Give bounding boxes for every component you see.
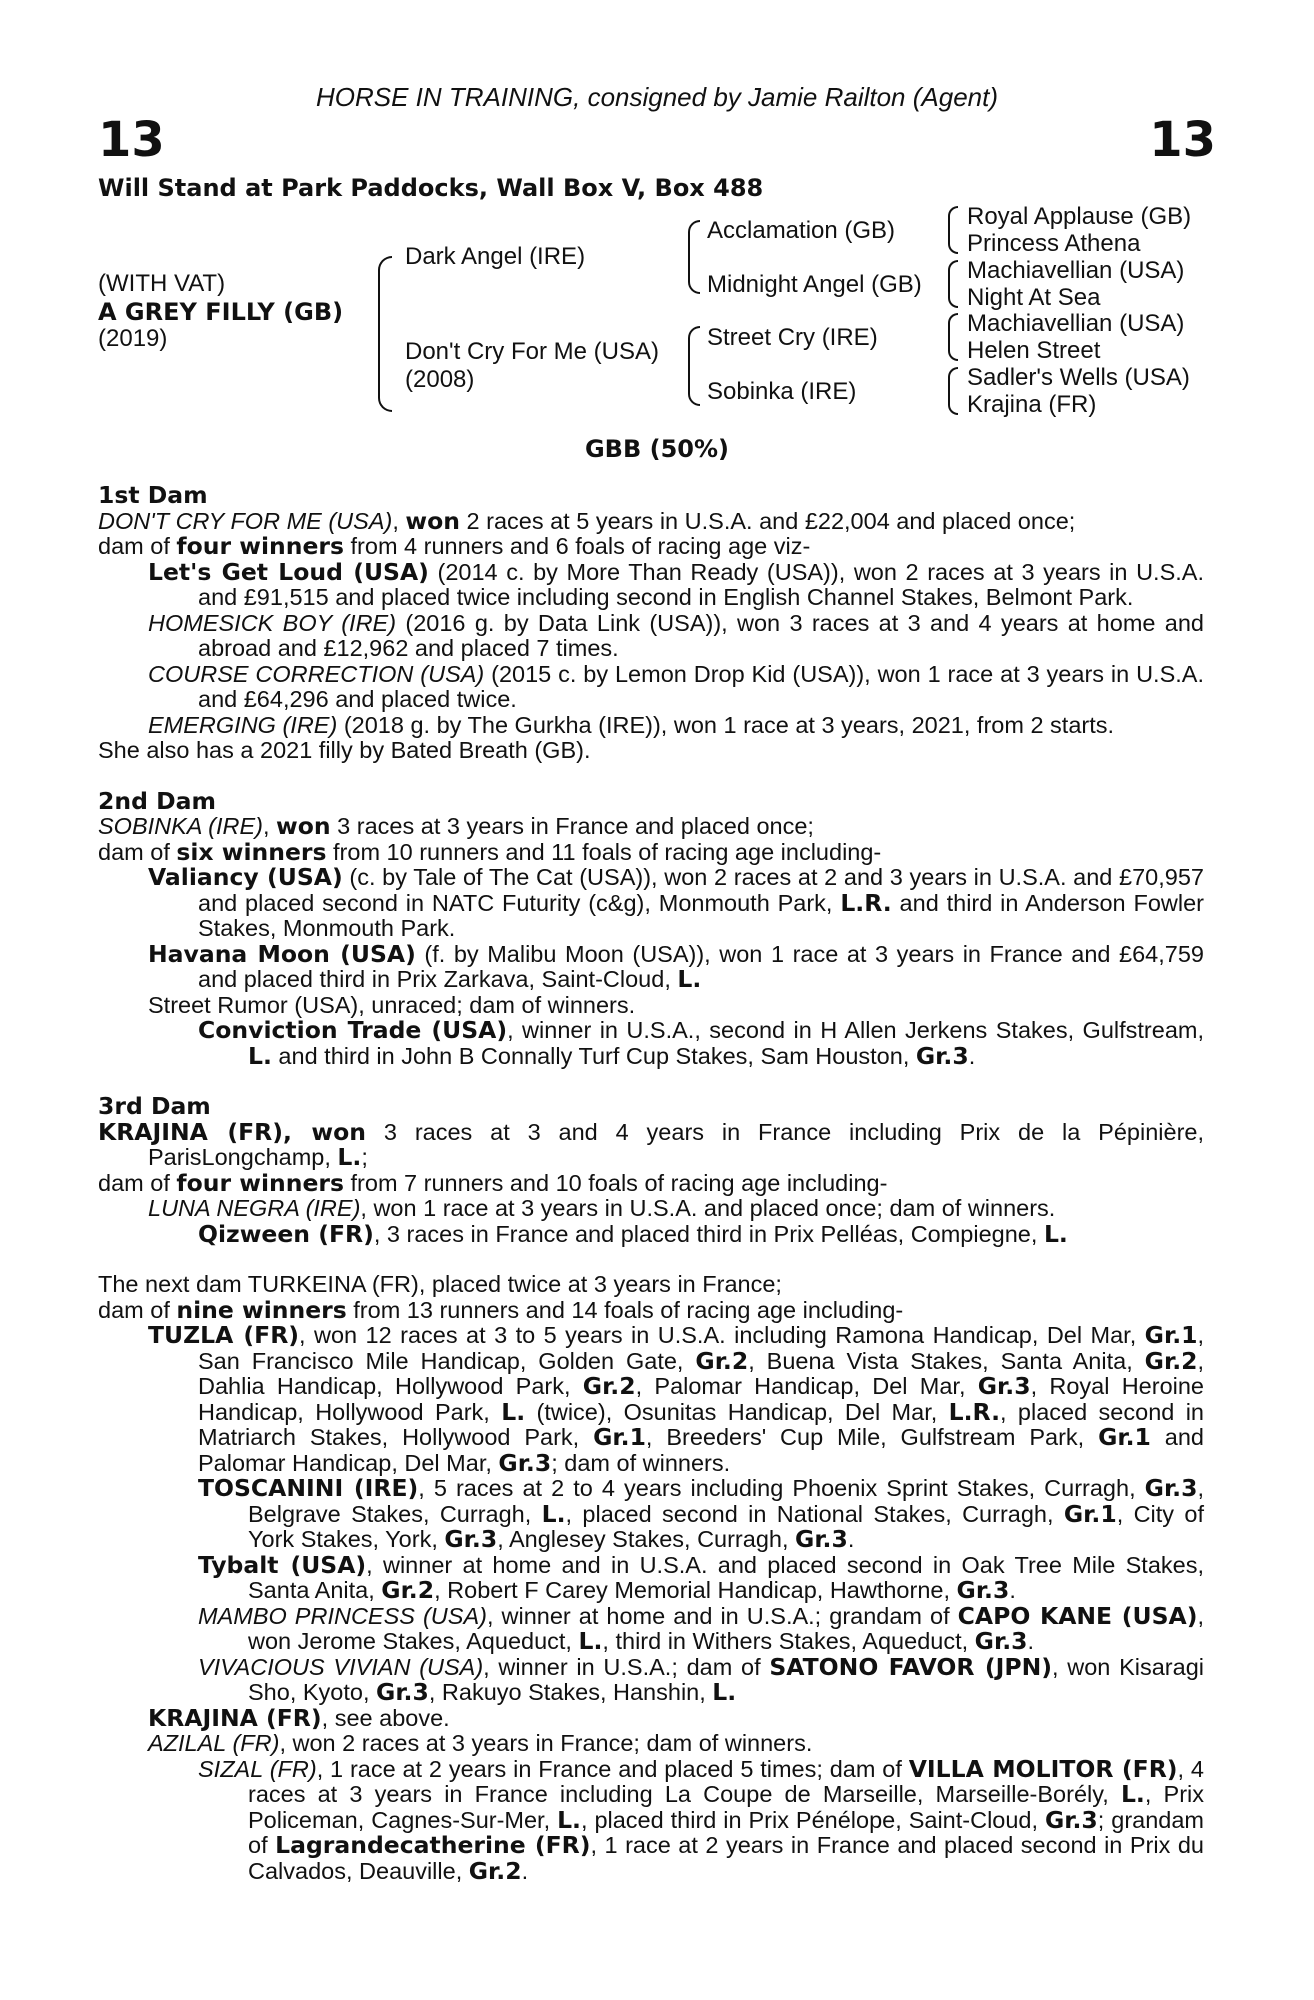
dd-dam: Krajina (FR) <box>967 391 1097 418</box>
second-dam-title: 2nd Dam <box>98 786 216 815</box>
winners-count: four winners <box>176 1168 344 1197</box>
first-dam-record-text: 2 races at 5 years in U.S.A. and £22,004 and placed once; <box>459 507 1076 534</box>
progeny-entry: KRAJINA (FR), see above. <box>148 1703 450 1732</box>
won-label: won <box>405 506 460 535</box>
progeny-name: HOMESICK BOY (IRE) <box>148 609 397 636</box>
lot-number-left: 13 <box>98 112 165 168</box>
third-dam-name: KRAJINA (FR), won <box>98 1117 367 1146</box>
brace-g3-2 <box>948 260 958 308</box>
progeny-text: (2015 c. by Lemon Drop Kid (USA)), won 1 race at 3 years in U.S.A. and £64,296 and placed twice. <box>198 660 1204 712</box>
produce-summary: from 4 runners and 6 foals of racing age viz- <box>344 533 811 559</box>
ss-sire: Royal Applause (GB) <box>967 203 1192 230</box>
progeny-entry <box>98 662 1204 713</box>
progeny-name: AZILAL (FR) <box>148 1730 280 1756</box>
progeny-name: VIVACIOUS VIVIAN (USA) <box>198 1653 484 1680</box>
grand-progeny-entry: TOSCANINI (IRE), 5 races at 2 to 4 years including Phoenix Sprint Stakes, Curragh, Gr.3, Belgrave Stakes, Curragh, L., placed second in National Stakes, Curragh, Gr.1, City of York Stakes, York, Gr.3, Anglesey Stakes, Curragh, Gr.3. <box>198 1474 1204 1553</box>
progeny-text: (2016 g. by Data Link (USA)), won 3 races at 3 and 4 years at home and abroad and £12,962 and placed 7 times. <box>198 609 1205 661</box>
winners-count: nine winners <box>176 1295 347 1324</box>
brace-gen1 <box>378 256 392 412</box>
dam-dam: Sobinka (IRE) <box>707 378 857 405</box>
third-dam-record: KRAJINA (FR), won 3 races at 3 and 4 years in France including Prix de la Pépinière, ParisLongchamp, L.; <box>98 1117 1204 1171</box>
progeny-entry: Valiancy (USA) (c. by Tale of The Cat (USA)), won 2 races at 2 and 3 years in U.S.A. and £70,957 and placed second in NATC Futurity (c&g), Monmouth Park, L.R. and third in Anderson Fowler Stakes, Monmouth Park. <box>148 863 1204 941</box>
brace-dam <box>688 326 700 406</box>
progeny-entry: Street Rumor (USA), unraced; dam of winners. <box>148 991 636 1018</box>
second-dam-record: SOBINKA (IRE), won 3 races at 3 years in France and placed once; <box>98 812 814 840</box>
progeny-name: SIZAL (FR) <box>198 1755 317 1782</box>
progeny-entry: Havana Moon (USA) (f. by Malibu Moon (USA)), won 1 race at 3 years in France and £64,759 and placed third in Prix Zarkava, Saint-Cloud, L. <box>148 939 1204 993</box>
dam-of-label: dam of <box>98 838 177 865</box>
progeny-name: Let's Get Loud (USA) <box>148 557 429 586</box>
horse-name: A GREY FILLY (GB) <box>98 298 344 326</box>
dam-of-label: dam of <box>98 533 177 559</box>
dd-sire: Sadler's Wells (USA) <box>967 364 1190 391</box>
sire-dam: Midnight Angel (GB) <box>707 271 922 298</box>
progeny-text: (2014 c. by More Than Ready (USA)), won 2 races at 3 years in U.S.A. and £91,515 and placed twice including second in English Channel Stakes, Belmont Park. <box>198 558 1204 610</box>
progeny-name: Qizween (FR) <box>198 1219 374 1248</box>
grand-progeny-entry: SIZAL (FR), 1 race at 2 years in France and placed 5 times; dam of VILLA MOLITOR (FR), 4 races at 3 years in France including La Coupe de Marseille, Marseille-Borély, L., Prix Policeman, Cagnes-Sur-Mer, L., placed third in Prix Pénélope, Saint-Cloud, Gr.3; grandam of Lagrandecatherine (FR), 1 race at 2 years in France and placed second in Prix du Calvados, Deauville, Gr.2. <box>198 1754 1204 1885</box>
progeny-entry <box>98 611 1204 662</box>
progeny-name: MAMBO PRINCESS (USA) <box>198 1602 487 1629</box>
progeny-entry: LUNA NEGRA (IRE), won 1 race at 3 years in U.S.A. and placed once; dam of winners. <box>148 1195 1056 1221</box>
brace-g3-4 <box>948 367 958 415</box>
progeny-name: Havana Moon (USA) <box>148 939 416 968</box>
grand-progeny-entry: Tybalt (USA), winner at home and in U.S.A. and placed second in Oak Tree Mile Stakes, Santa Anita, Gr.2, Robert F Carey Memorial Handicap, Hawthorne, Gr.3. <box>198 1550 1204 1604</box>
progeny-name: LUNA NEGRA (IRE) <box>148 1195 361 1221</box>
grand-progeny-entry: MAMBO PRINCESS (USA), winner at home and in U.S.A.; grandam of CAPO KANE (USA), won Jerome Stakes, Aqueduct, L., third in Withers Stakes, Aqueduct, Gr.3. <box>198 1601 1204 1655</box>
progeny-name: EMERGING (IRE) <box>148 711 338 738</box>
second-dam-produce <box>98 837 1204 866</box>
progeny-entry <box>98 713 1204 739</box>
progeny-name: KRAJINA (FR) <box>148 1703 322 1732</box>
grand-progeny-entry: Conviction Trade (USA), winner in U.S.A., second in H Allen Jerkens Stakes, Gulfstream, L. and third in John B Connally Turf Cup Stakes, Sam Houston, Gr.3. <box>198 1016 1204 1070</box>
lot-number-right: 13 <box>1149 112 1216 168</box>
next-dam-produce: dam of nine winners from 13 runners and 14 foals of racing age including- <box>98 1295 904 1324</box>
ss-dam: Princess Athena <box>967 230 1141 257</box>
consignment-line: HORSE IN TRAINING, consigned by Jamie Railton (Agent) <box>315 82 999 112</box>
catalogue-body <box>98 483 1204 1884</box>
grand-progeny-entry: Qizween (FR), 3 races in France and placed third in Prix Pelléas, Compiegne, L. <box>198 1219 1068 1248</box>
progeny-name: Tybalt (USA) <box>198 1550 367 1579</box>
first-dam-title: 1st Dam <box>98 481 208 509</box>
dam: Don't Cry For Me (USA) <box>405 338 659 365</box>
progeny-text: (2018 g. by The Gurkha (IRE)), won 1 race at 3 years, 2021, from 2 starts. <box>337 711 1115 738</box>
winners-count: six winners <box>176 837 327 866</box>
progeny-name: TUZLA (FR) <box>148 1321 300 1349</box>
ds-sire: Machiavellian (USA) <box>967 310 1185 337</box>
sd-dam: Night At Sea <box>967 284 1101 311</box>
record-text: 3 races at 3 years in France and placed once; <box>330 813 814 839</box>
progeny-name: COURSE CORRECTION (USA) <box>148 660 485 687</box>
brace-g3-1 <box>948 206 958 254</box>
progeny-name: Valiancy (USA) <box>148 863 343 891</box>
brace-g3-3 <box>948 313 958 361</box>
dam-year: (2008) <box>405 366 475 393</box>
first-dam-produce <box>98 534 1204 560</box>
sire: Dark Angel (IRE) <box>405 243 586 270</box>
first-dam-name: DON'T CRY FOR ME (USA) <box>98 507 393 534</box>
dam-sire: Street Cry (IRE) <box>707 324 878 351</box>
second-dam-name: SOBINKA (IRE) <box>98 813 263 839</box>
third-dam-produce: dam of four winners from 7 runners and 10 foals of racing age including- <box>98 1168 888 1197</box>
third-dam-title: 3rd Dam <box>98 1092 211 1120</box>
grand-progeny-entry: VIVACIOUS VIVIAN (USA), winner in U.S.A.; dam of SATONO FAVOR (JPN), won Kisaragi Sho, Kyoto, Gr.3, Rakuyo Stakes, Hanshin, L. <box>198 1652 1204 1706</box>
ds-dam: Helen Street <box>967 337 1101 364</box>
next-dam-record: The next dam TURKEINA (FR), placed twice at 3 years in France; <box>98 1271 782 1297</box>
progeny-entry: TUZLA (FR), won 12 races at 3 to 5 years in U.S.A. including Ramona Handicap, Del Mar, Gr.1, San Francisco Mile Handicap, Golden Gate, Gr.2, Buena Vista Stakes, Santa Anita, Gr.2, Dahlia Handicap, Hollywood Park, Gr.2, Palomar Handicap, Del Mar, Gr.3, Royal Heroine Handicap, Hollywood Park, L. (twice), Osunitas Handicap, Del Mar, L.R., placed second in Matriarch Stakes, Hollywood Park, Gr.1, Breeders' Cup Mile, Gulfstream Park, Gr.1 and Palomar Handicap, Del Mar, Gr.3; dam of winners. <box>148 1321 1205 1477</box>
stand-location: Will Stand at Park Paddocks, Wall Box V, Box 488 <box>98 174 764 202</box>
vat-note: (WITH VAT) <box>98 270 226 297</box>
horse-year: (2019) <box>98 325 168 352</box>
progeny-entry: AZILAL (FR), won 2 races at 3 years in France; dam of winners. <box>148 1730 813 1756</box>
produce-summary: from 10 runners and 11 foals of racing age including- <box>326 838 882 865</box>
won-label: won <box>276 812 331 840</box>
progeny-entry <box>98 557 1204 611</box>
progeny-name: TOSCANINI (IRE) <box>198 1474 419 1502</box>
progeny-name: Conviction Trade (USA) <box>198 1016 508 1044</box>
brace-sire <box>688 220 700 294</box>
winners-count: four winners <box>176 532 344 560</box>
gbb-percentage: GBB (50%) <box>584 435 730 463</box>
also-note: She also has a 2021 filly by Bated Breath (GB). <box>98 737 591 763</box>
first-dam-record: DON'T CRY FOR ME (USA), won 2 races at 5 years in U.S.A. and £22,004 and placed once; <box>98 506 1076 535</box>
sd-sire: Machiavellian (USA) <box>967 257 1185 284</box>
sire-sire: Acclamation (GB) <box>707 217 896 244</box>
